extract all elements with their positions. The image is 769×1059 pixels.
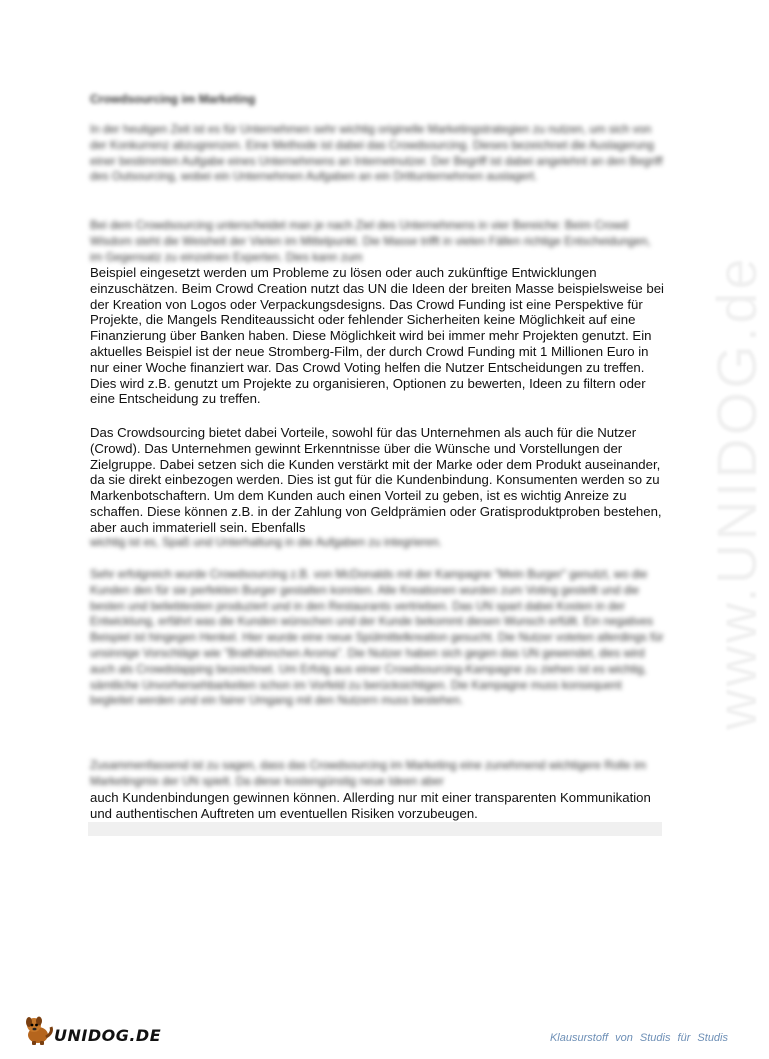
footer-tagline: Klausurstoff von Studis für Studis [549, 1032, 728, 1044]
paragraph-areas-blurred: Bei dem Crowdsourcing unterscheidet man je nach Ziel des Unternehmens in vier Bereiche: Beim Crowd Wisdom steht die Weisheit der Vielen im Mittelpunkt. Die Masse trifft in vielen Fällen richtige Entscheidungen, im Gegensatz zu einzelnen Experten. Dies kann zum [90, 219, 651, 264]
gray-divider [88, 822, 662, 836]
dog-mascot-icon [22, 1013, 56, 1047]
paragraph-summary-blurred: Zusammenfassend ist zu sagen, dass das Crowdsourcing im Marketing eine zunehmend wichtigere Rolle im Marketingmix der UN spielt. Da diese kostengünstig neue Ideen aber [90, 759, 647, 788]
document-title: Crowdsourcing im Marketing [90, 92, 256, 106]
paragraph-advantages: Das Crowdsourcing bietet dabei Vorteile, sowohl für das Unternehmen als auch für die Nutzer (Crowd). Das Unternehmen gewinnt Erkenntnisse über die Wünsche und Vorstellungen der Zielgruppe. Dabei setzen sich die Kunden verstärkt mit der Marke oder dem Produkt auseinander, da sie direkt einbezogen werden. Dies ist gut für die Kundenbindung. Konsumenten werden so zu Markenbotschaftern. Um dem Kunden auch einen Vorteil zu geben, ist es wichtig Anreize zu schaffen. Diese können z.B. in der Zahlung von Geldprämien oder Gratisproduktproben bestehen, aber auch immateriell sein. Ebenfalls [90, 425, 662, 535]
paragraph-summary: auch Kundenbindungen gewinnen können. Allerding nur mit einer transparenten Kommunikation und authentischen Auftreten um eventuellen Risiken vorzubeugen. [90, 790, 651, 821]
paragraph-examples: Sehr erfolgreich wurde Crowdsourcing z.B. von McDonalds mit der Kampagne "Mein Burger" genutzt, wo die Kunden den für sie perfekten Burger gestalten konnten. Alle Kreationen wurden zum Voting gestellt und die besten und beliebtesten produziert und in den Restaurants vertrieben. Das UN spart dabei Kosten in der Entwicklung, erfährt was die Kunden wünschen und der Kunde bekommt diesen Wunsch erfüllt. Ein negatives Beispiel ist hingegen Henkel. Hier wurde eine neue Spülmittelkreation gesucht. Die Nutzer voteten allerdings für unsinnige Vorschläge wie "Brathähnchen Aroma". Die Nutzer haben sich gegen das UN gewendet, dies wird auch als Crowdslapping bezeichnet. Um Erfolg aus einer Crowdsourcing-Kampagne zu ziehen ist es wichtig, sämtliche Unvorhersehbarkeiten schon im Vorfeld zu berücksichtigen. Die Kampagne muss konsequent begleitet werden und ein fairer Umgang mit den Nutzern muss bestehen. [90, 568, 664, 708]
paragraph-advantages-blurred: wichtig ist es, Spaß und Unterhaltung in die Aufgaben zu integrieren. [90, 536, 442, 549]
logo-text: UNIDOG.DE [54, 1025, 162, 1045]
footer-logo[interactable] [22, 1010, 161, 1050]
paragraph-intro: In der heutigen Zeit ist es für Unternehmen sehr wichtig originelle Marketingstrategien zu nutzen, um sich von der Konkurrenz abzugrenzen. Eine Methode ist dabei das Crowdsourcing. Dieses bezeichnet die Auslagerung einer bestimmten Aufgabe eines Unternehmens an Internetnutzer. Der Begriff ist dabei angelehnt an den Begriff des Outsourcing, wobei ein Unternehmen Aufgaben an ein Drittunternehmen auslagert. [90, 123, 663, 184]
paragraph-areas: Beispiel eingesetzt werden um Probleme zu lösen oder auch zukünftige Entwicklungen einzuschätzen. Beim Crowd Creation nutzt das UN die Ideen der breiten Masse beispielsweise bei der Kreation von Logos oder Verpackungsdesigns. Das Crowd Funding ist eine Perspektive für Projekte, die Mangels Renditeaussicht oder fehlender Sicherheiten keine Möglichkeit auf eine Finanzierung über Banken haben. Diese Möglichkeit wird bei immer mehr Projekten genutzt. Ein aktuelles Beispiel ist der neue Stromberg-Film, der durch Crowd Funding mit 1 Millionen Euro in nur einer Woche finanziert war. Das Crowd Voting helfen die Nutzer Entscheidungen zu treffen. Dies wird z.B. genutzt um Projekte zu organisieren, Optionen zu bewerten, Ideen zu filtern oder eine Entscheidung zu treffen. [90, 265, 664, 407]
watermark-text: www.UNIDOG.de [705, 255, 768, 730]
